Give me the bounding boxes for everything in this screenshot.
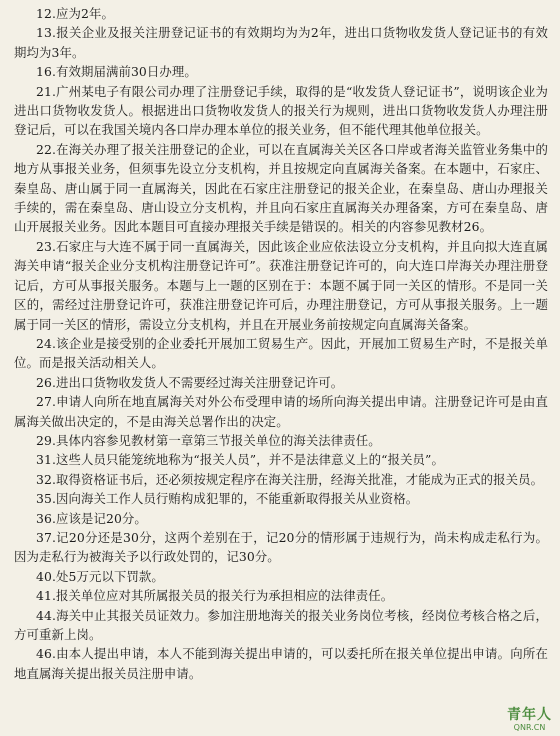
paragraph-12: 12.应为2年。 <box>36 6 114 21</box>
paragraph-21: 21.广州某电子有限公司办理了注册登记手续，取得的是“收发货人登记证书”，说明该企业为进出口货物收发货人。根据进出口货物收发货人的报关行为规则，进出口货物收发货人办理注册登记后，可以在我国关境内各口岸办理本单位的报关业务，但不能代理其他单位报关。 <box>14 83 548 138</box>
watermark-logo <box>507 707 552 732</box>
paragraph-37: 37.记20分还是30分，这两个差别在于，记20分的情形属于违规行为，尚未构成走私行为。因为走私行为被海关予以行政处罚的，记30分。 <box>14 529 548 565</box>
paragraph-41: 41.报关单位应对其所属报关员的报关行为承担相应的法律责任。 <box>36 588 394 604</box>
watermark-name: 青年人 <box>507 707 552 723</box>
paragraph-35: 35.因向海关工作人员行贿构成犯罪的，不能重新取得报关从业资格。 <box>36 491 419 507</box>
paragraph-46: 46.由本人提出申请，本人不能到海关提出申请的，可以委托所在报关单位提出申请。向所在地直属海关提出报关员注册申请。 <box>14 646 548 681</box>
paragraph-16: 16.有效期届满前30日办理。 <box>36 64 197 80</box>
paragraph-27: 27.申请人向所在地直属海关对外公布受理申请的场所向海关提出申请。注册登记许可是由直属海关做出决定的，不是由海关总署作出的决定。 <box>14 394 548 429</box>
paragraph-26: 26.进出口货物收发货人不需要经过海关注册登记许可。 <box>36 374 344 390</box>
paragraph-31: 31.这些人员只能笼统地称为“报关人员”，并不是法律意义上的“报关员”。 <box>36 452 444 468</box>
paragraph-36: 36.应该是记20分。 <box>36 510 147 526</box>
paragraph-40: 40.处5万元以下罚款。 <box>36 568 164 584</box>
paragraph-22: 22.在海关办理了报关注册登记的企业，可以在直属海关关区各口岸或者海关监管业务集中的地方从事报关业务，但须事先设立分支机构，并且按规定向直属海关备案。在本题中，石家庄、秦皇岛、唐山属于同一直属海关，因此在石家庄注册登记的报关企业，在秦皇岛、唐山办理报关手续的，需在秦皇岛、唐山设立分支机构，并且向石家庄直属海关办理备案，方可在秦皇岛、唐山开展报关业务。因此本题目可直接办理报关手续是错误的。相关的内容参见教材26。 <box>14 141 548 235</box>
paragraph-44: 44.海关中止其报关员证效力。参加注册地海关的报关业务岗位考核，经岗位考核合格之后，方可重新上岗。 <box>14 607 548 642</box>
paragraph-32: 32.取得资格证书后，还必须按规定程序在海关注册，经海关批准，才能成为正式的报关员。 <box>36 471 544 487</box>
paragraph-23: 23.石家庄与大连不属于同一直属海关，因此该企业应依法设立分支机构，并且向拟大连直属海关申请“报关企业分支机构注册登记许可”。获准注册登记许可的，向大连口岸海关办理注册登记后，方可从事报关服务。本题与上一题的区别在于：本题不属于同一关区的情形。不是同一关区的，需经过注册登记许可，获准注册登记许可后，办理注册登记，方可从事报关服务。上一题属于同一关区的情形，需设立分支机构，并且在开展业务前按规定向直属海关备案。 <box>14 238 548 332</box>
paragraph-13: 13.报关企业及报关注册登记证书的有效期均为为2年，进出口货物收发货人登记证书的有效期均为3年。 <box>14 25 548 60</box>
paragraph-24: 24.该企业是接受别的企业委托开展加工贸易生产。因此，开展加工贸易生产时，不是报关单位。而是报关活动相关人。 <box>14 335 548 371</box>
watermark-url: QNR.CN <box>513 723 546 732</box>
paragraph-29: 29.具体内容参见教材第一章第三节报关单位的海关法律责任。 <box>36 432 381 448</box>
